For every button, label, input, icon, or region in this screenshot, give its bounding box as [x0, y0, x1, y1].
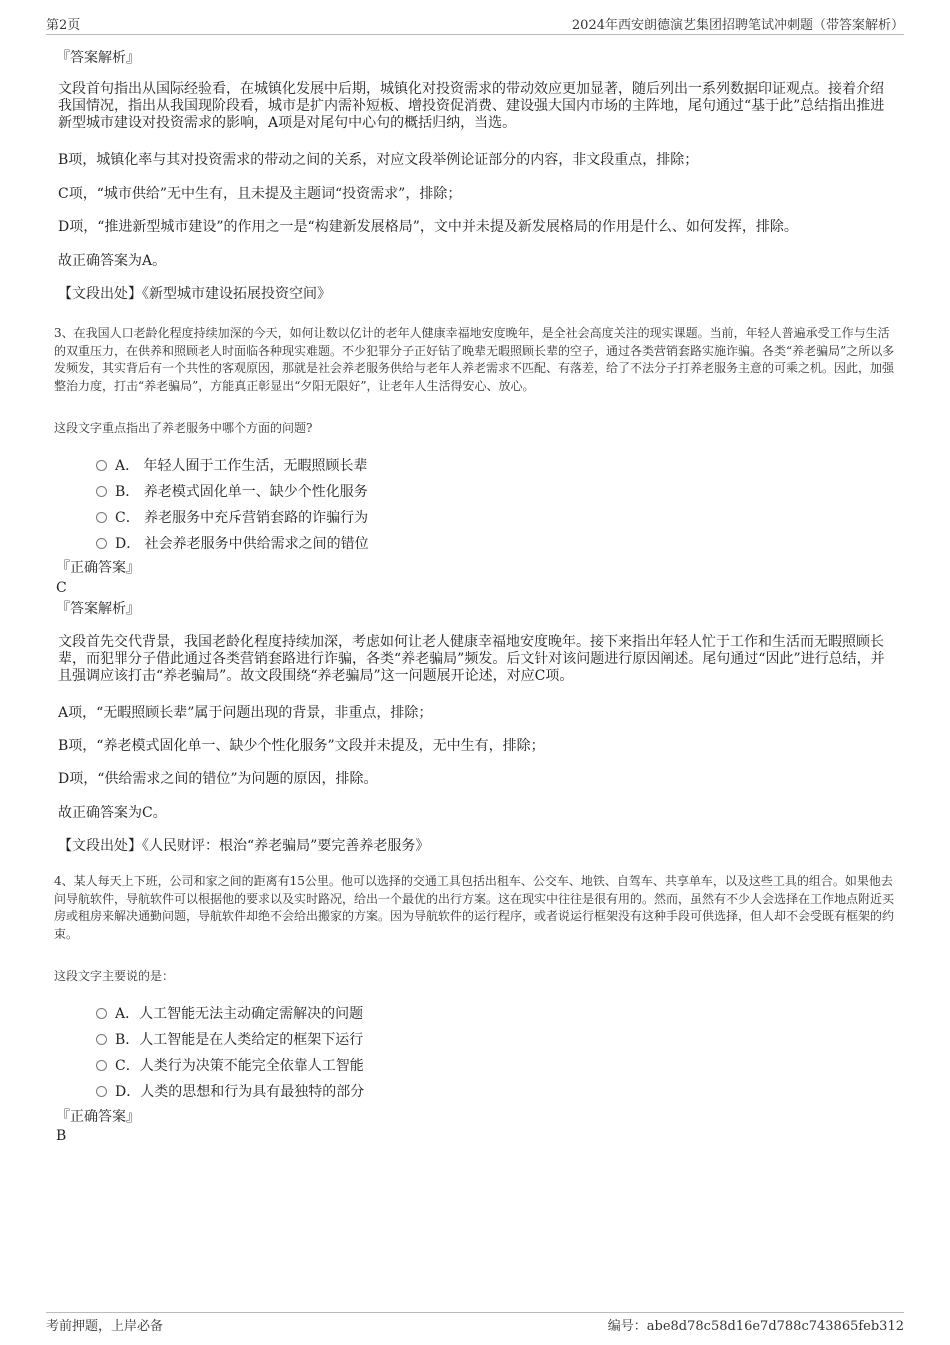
q3-option-c-label: C． 养老服务中充斥营销套路的诈骗行为: [115, 510, 369, 526]
q3-option-d[interactable]: [96, 533, 369, 553]
radio-icon[interactable]: [96, 1086, 107, 1097]
q3-answer-label: 『正确答案』: [56, 560, 140, 576]
q4-option-b[interactable]: [96, 1029, 363, 1049]
q3-option-b-note: B项，“养老模式固化单一、缺少个性化服务”文段并未提及，无中生有，排除；: [58, 738, 545, 754]
footer-slogan: 考前押题，上岸必备: [46, 1319, 164, 1334]
radio-icon[interactable]: [96, 1060, 107, 1071]
q3-stem: 3、在我国人口老龄化程度持续加深的今天，如何让数以亿计的老年人健康幸福地安度晚年，是全社会高度关注的现实课题。当前，年轻人普遍承受工作与生活的双重压力，在供养和照顾老人时面临各种现实难题。不少犯罪分子正好钻了晚辈无暇照顾长辈的空子，通过各类营销套路实施诈骗。各类“养老骗局”之所以多发频发，其实背后有一个共性的客观原因，那就是社会养老服务供给与老年人养老需求不匹配、有落差，给了不法分子打养老服务主意的可乘之机。因此，加强整治力度，打击“养老骗局”，方能真正彰显出“夕阳无限好”，让老年人生活得安心、放心。: [54, 326, 895, 393]
radio-icon[interactable]: [96, 460, 107, 471]
q4-option-c[interactable]: [96, 1055, 364, 1075]
q2-conclusion: 故正确答案为A。: [58, 253, 167, 269]
q3-option-c[interactable]: [96, 507, 368, 527]
q3-analysis-paragraph: 文段首先交代背景，我国老龄化程度持续加深，考虑如何让老人健康幸福地安度晚年。接下来指出年轻人忙于工作和生活而无暇照顾长辈，而犯罪分子借此通过各类营销套路进行诈骗，各类“养老骗局”频发。后文针对该问题进行原因阐述。尾句通过“因此”进行总结，并且强调应该打击“养老骗局”。故文段围绕“养老骗局”这一问题展开论述，对应C项。: [58, 634, 885, 684]
q3-answer: C: [56, 580, 67, 596]
q3-option-b-label: B． 养老模式固化单一、缺少个性化服务: [115, 484, 368, 500]
q2-option-c-note: C项，“城市供给”无中生有，且未提及主题词“投资需求”，排除；: [58, 186, 462, 202]
q2-analysis-label: 『答案解析』: [56, 50, 140, 66]
footer-serial: 编号：abe8d78c58d16e7d788c743865feb312: [607, 1319, 904, 1334]
page-footer: [46, 1312, 904, 1333]
q3-option-a-note: A项，“无暇照顾长辈”属于问题出现的背景，非重点，排除；: [58, 705, 433, 721]
radio-icon[interactable]: [96, 1034, 107, 1045]
q4-option-c-label: C．人类行为决策不能完全依靠人工智能: [115, 1058, 364, 1074]
q4-option-d[interactable]: [96, 1081, 364, 1101]
q2-option-d-note: D项，“推进新型城市建设”的作用之一是“构建新发展格局”，文中并未提及新发展格局的作用是什么、如何发挥，排除。: [58, 219, 798, 235]
q4-question: 这段文字主要说的是：: [54, 969, 175, 983]
q4-option-a[interactable]: [96, 1003, 363, 1023]
q3-option-b[interactable]: [96, 481, 368, 501]
q3-option-a[interactable]: [96, 455, 368, 475]
q3-question: 这段文字重点指出了养老服务中哪个方面的问题?: [54, 421, 313, 435]
radio-icon[interactable]: [96, 486, 107, 497]
q3-source: 【文段出处】《人民财评：根治“养老骗局”要完善养老服务》: [58, 838, 430, 854]
page-header: [46, 14, 904, 35]
q3-analysis-label: 『答案解析』: [56, 601, 140, 617]
q3-option-a-label: A． 年轻人囿于工作生活，无暇照顾长辈: [115, 458, 368, 474]
q4-answer-label: 『正确答案』: [56, 1109, 140, 1125]
q3-option-d-label: D． 社会养老服务中供给需求之间的错位: [115, 536, 369, 552]
page-number: 第2页: [46, 18, 81, 33]
q4-option-d-label: D．人类的思想和行为具有最独特的部分: [115, 1084, 365, 1100]
radio-icon[interactable]: [96, 512, 107, 523]
radio-icon[interactable]: [96, 538, 107, 549]
q4-option-b-label: B．人工智能是在人类给定的框架下运行: [115, 1032, 364, 1048]
q4-stem: 4、某人每天上下班，公司和家之间的距离有15公里。他可以选择的交通工具包括出租车、公交车、地铁、自驾车、共享单车，以及这些工具的组合。如果他去问导航软件，导航软件可以根据他的要求以及实时路况，给出一个最优的出行方案。这在现实中往往是很有用的。然而，虽然有不少人会选择在工作地点附近买房或租房来解决通勤问题，导航软件却绝不会给出搬家的方案。因为导航软件的运行程序，或者说运行框架没有这种手段可供选择，但人却不会受既有框架的约束。: [54, 874, 895, 941]
q3-option-d-note: D项，“供给需求之间的错位”为问题的原因，排除。: [58, 771, 378, 787]
q3-conclusion: 故正确答案为C。: [58, 805, 167, 821]
q4-option-a-label: A．人工智能无法主动确定需解决的问题: [115, 1006, 364, 1022]
radio-icon[interactable]: [96, 1008, 107, 1019]
q2-analysis-paragraph: 文段首句指出从国际经验看，在城镇化发展中后期，城镇化对投资需求的带动效应更加显著，随后列出一系列数据印证观点。接着介绍我国情况，指出从我国现阶段看，城市是扩内需补短板、增投资促消费、建设强大国内市场的主阵地，尾句通过“基于此”总结指出推进新型城市建设对投资需求的影响，A项是对尾句中心句的概括归纳，当选。: [58, 81, 885, 131]
q2-option-b-note: B项，城镇化率与其对投资需求的带动之间的关系，对应文段举例论证部分的内容，非文段重点，排除；: [58, 152, 699, 168]
q4-answer: B: [56, 1128, 67, 1144]
q2-source: 【文段出处】《新型城市建设拓展投资空间》: [58, 286, 331, 302]
document-title: 2024年西安朗德演艺集团招聘笔试冲刺题（带答案解析）: [571, 18, 904, 33]
